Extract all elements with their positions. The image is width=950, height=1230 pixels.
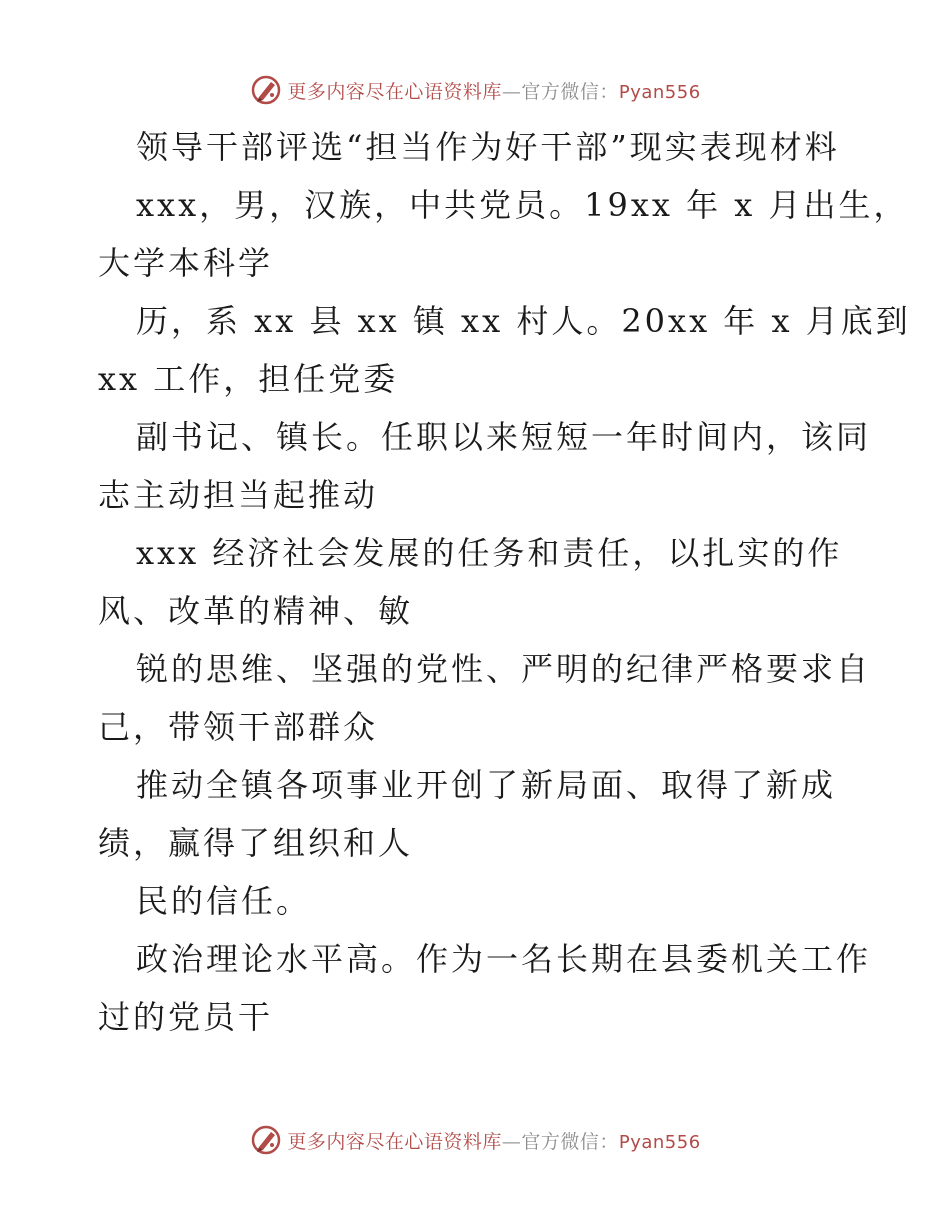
banner-wechat-label: 官方微信： xyxy=(521,1130,619,1153)
pen-logo-icon xyxy=(249,73,283,107)
pen-logo-icon xyxy=(249,1123,283,1157)
document-body xyxy=(98,118,911,1046)
banner-text xyxy=(287,1127,700,1154)
paragraph-line: 副书记、镇长。任职以来短短一年时间内，该同 xyxy=(136,418,872,456)
paragraph-line: xxx 经济社会发展的任务和责任，以扎实的作 xyxy=(136,534,843,572)
paragraph-line: 绩，赢得了组织和人 xyxy=(98,824,414,862)
paragraph-line: 锐的思维、坚强的党性、严明的纪律严格要求自 xyxy=(136,650,872,688)
footer-banner xyxy=(0,1120,950,1160)
banner-brand: 更多内容尽在心语资料库 xyxy=(287,80,502,103)
paragraph-line: 大学本科学 xyxy=(98,244,274,282)
paragraph-line: xxx，男，汉族，中共党员。19xx 年 x 月出生， xyxy=(136,186,909,224)
banner-text xyxy=(287,77,700,104)
paragraph-line: xx 工作，担任党委 xyxy=(98,360,399,398)
paragraph-line: 政治理论水平高。作为一名长期在县委机关工作 xyxy=(136,940,872,978)
banner-wechat-id: Pyan556 xyxy=(618,1131,701,1153)
paragraph-line: 推动全镇各项事业开创了新局面、取得了新成 xyxy=(136,766,837,804)
paragraph-line: 志主动担当起推动 xyxy=(98,476,379,514)
banner-wechat-label: 官方微信： xyxy=(521,80,619,103)
paragraph-line: 民的信任。 xyxy=(136,882,312,920)
paragraph-line: 风、改革的精神、敏 xyxy=(98,592,414,630)
banner-wechat-id: Pyan556 xyxy=(618,81,701,103)
banner-brand: 更多内容尽在心语资料库 xyxy=(287,1130,502,1153)
paragraph-line: 历，系 xx 县 xx 镇 xx 村人。20xx 年 x 月底到 xyxy=(136,302,911,340)
banner-dash: — xyxy=(501,1130,522,1153)
document-title: 领导干部评选“担当作为好干部”现实表现材料 xyxy=(136,128,840,166)
header-banner xyxy=(0,70,950,110)
banner-dash: — xyxy=(501,80,522,103)
paragraph-line: 过的党员干 xyxy=(98,998,274,1036)
paragraph-line: 己，带领干部群众 xyxy=(98,708,379,746)
